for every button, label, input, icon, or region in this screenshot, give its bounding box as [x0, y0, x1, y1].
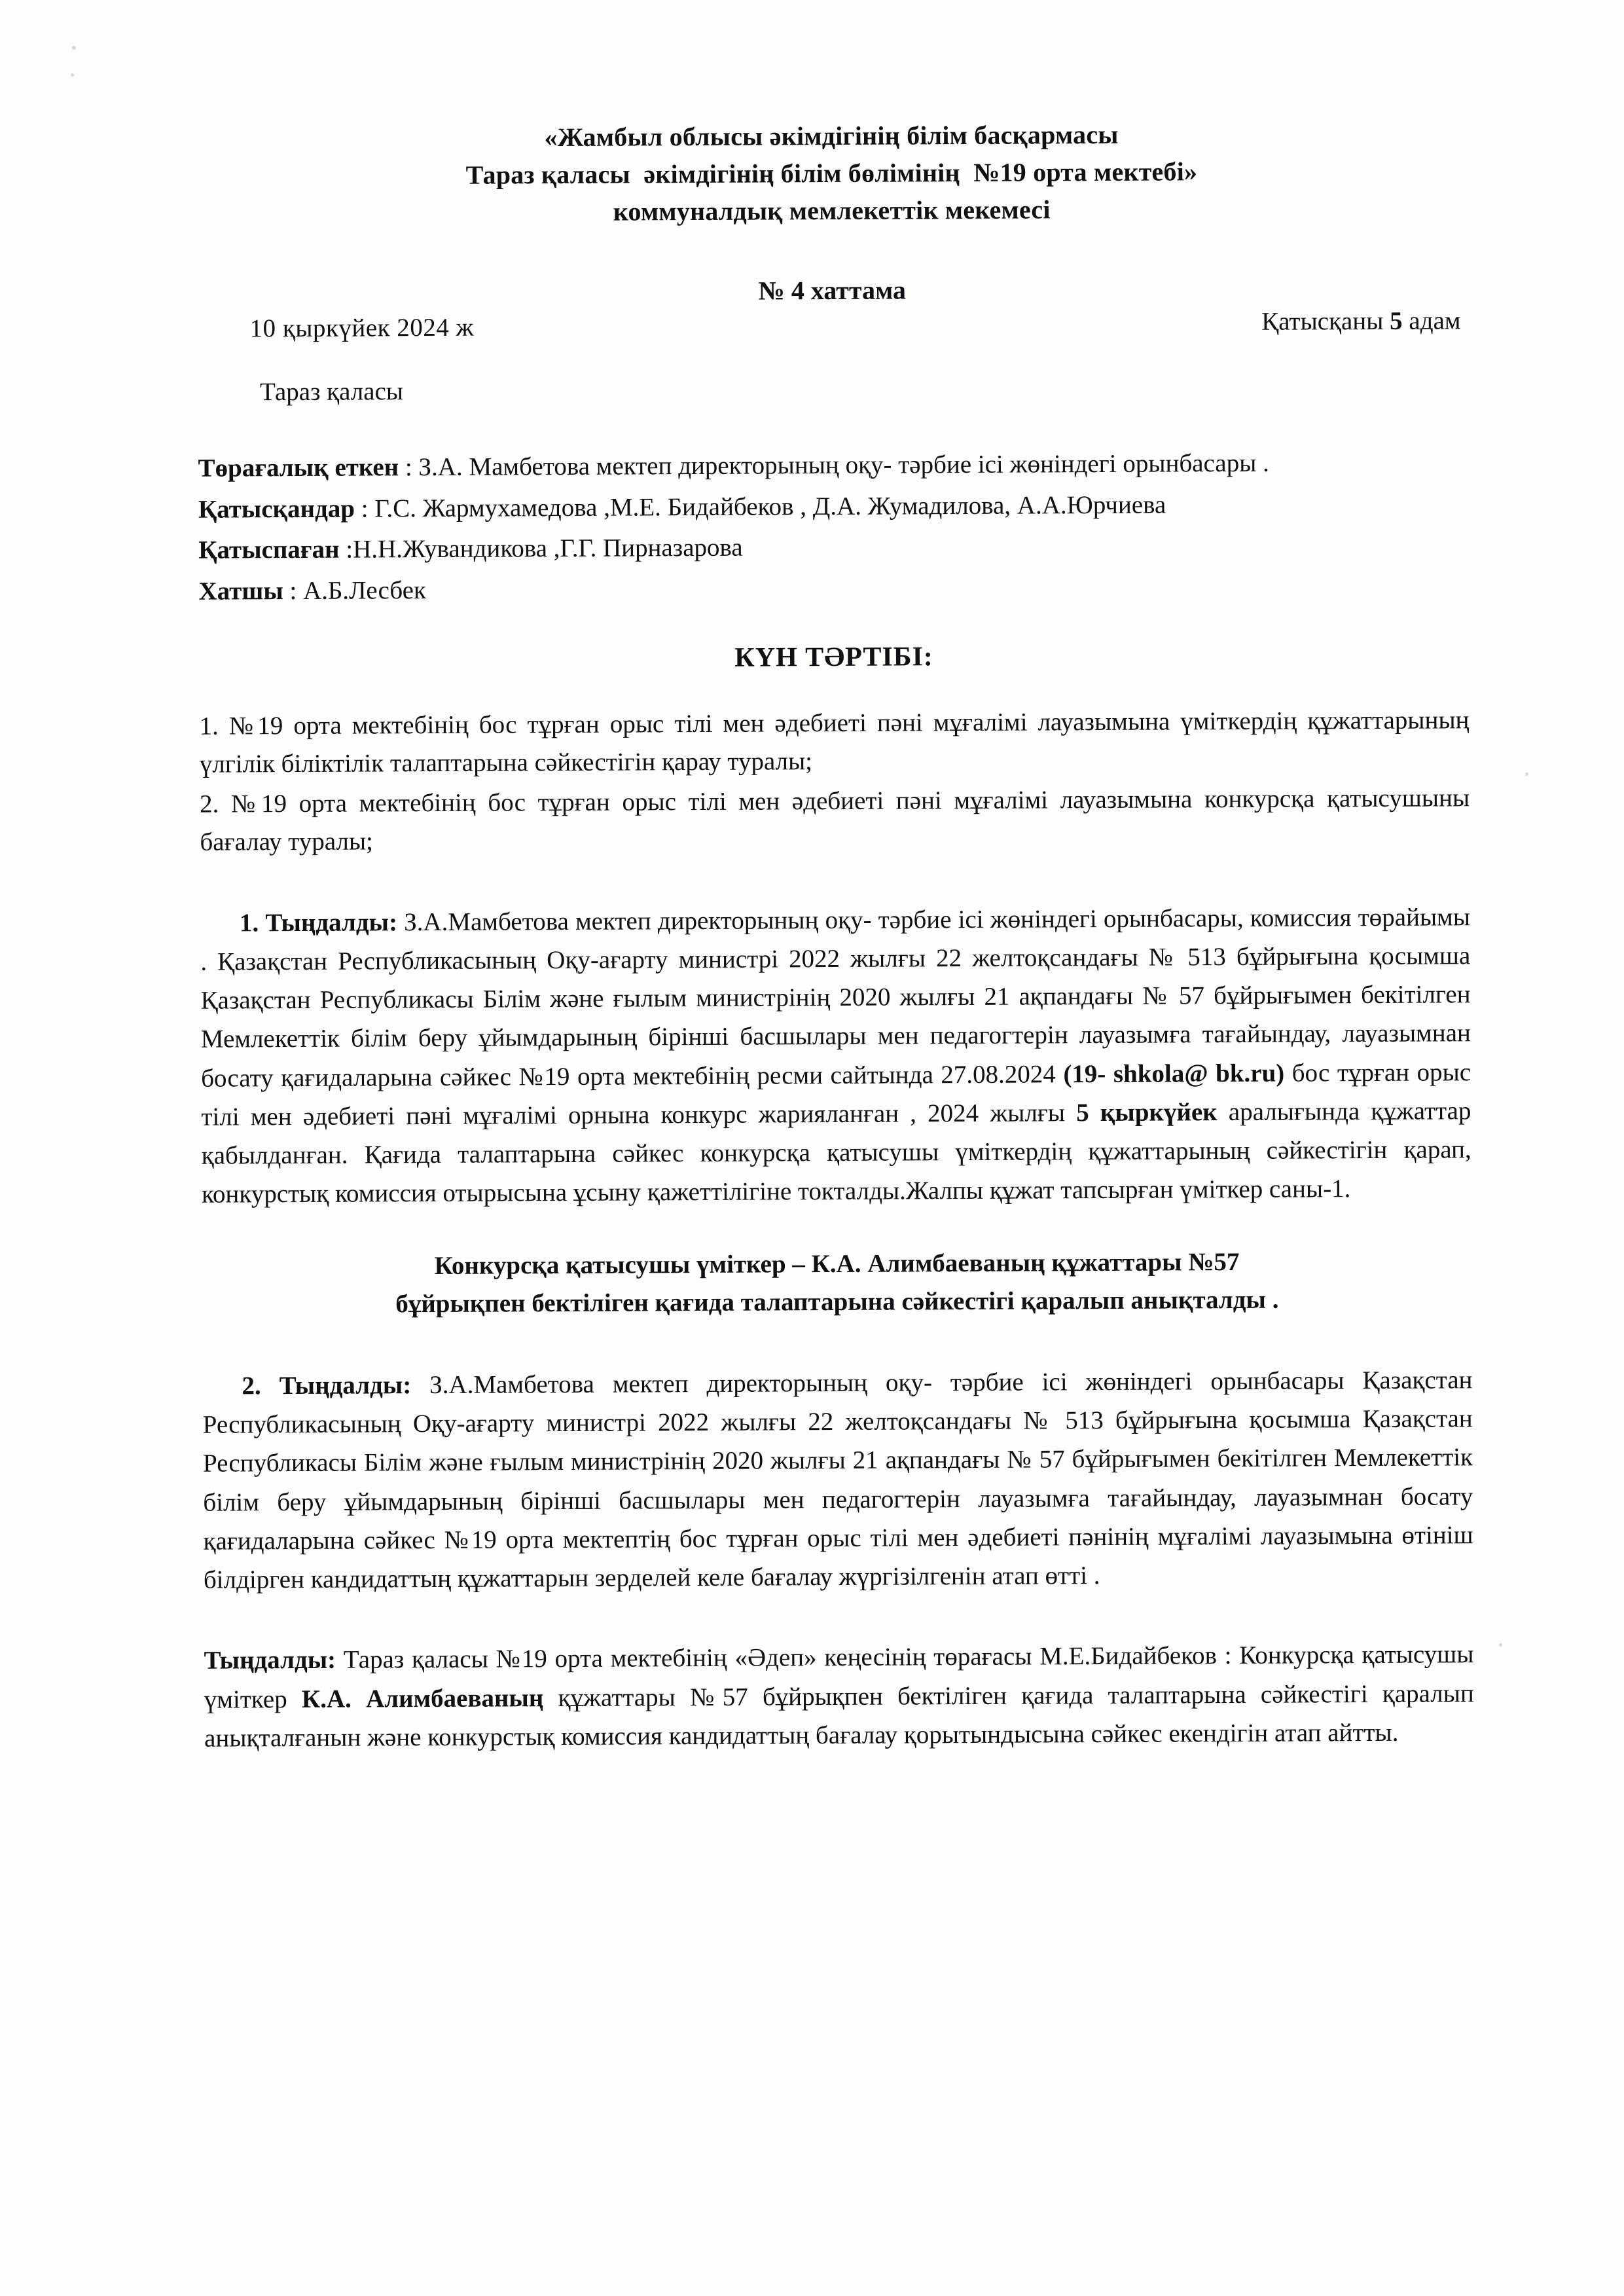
header-line-3: коммуналдық мемлекеттік мекемесі: [613, 194, 1051, 227]
item1-deadline-date: 5 қыркүйек: [1076, 1098, 1218, 1127]
item3-text-part-1: Тараз қаласы №19 орта мектебінің «Әдеп» кеңесінің төрағасы М.Е.Бидайбеков : Конкурсқа қатысушы үміткер: [204, 1640, 1474, 1714]
agenda-list: [199, 701, 1470, 862]
candidate-conclusion-block: [202, 1242, 1472, 1324]
item1-number: 1.: [239, 908, 259, 938]
organization-header: [196, 115, 1467, 232]
secretary-line: [198, 567, 1468, 610]
candidate-conclusion-line-2: бұйрықпен бектіліген қағида талаптарына сәйкестігі қаралып анықталды .: [395, 1285, 1279, 1319]
section-item-2: [202, 1360, 1473, 1599]
item1-text-part-2: бос тұрған орыс тілі мен әдебиеті пәні мұғалімі орнына конкурс жарияланған , 2024 жылғы: [201, 1057, 1471, 1131]
section-item-1: [200, 898, 1471, 1214]
chair-value: : З.А. Мамбетова мектеп директорының оқу- тәрбие ісі жөніндегі орынбасары .: [405, 449, 1269, 482]
attendance-label: Қатысқаны: [1261, 307, 1384, 337]
candidate-conclusion-line-1: Конкурсқа қатысушы үміткер – К.А. Алимбаеваның құжаттары №57: [434, 1247, 1240, 1280]
present-line: [198, 485, 1468, 528]
agenda-item-2: 2. №19 орта мектебінің бос тұрған орыс тілі мен әдебиеті пәні мұғалімі лауазымына конкурсқа қатысушыны бағалау туралы;: [200, 783, 1470, 856]
item2-paragraph: [202, 1360, 1473, 1599]
agenda-item-1: 1. №19 орта мектебінің бос тұрған орыс тілі мен әдебиеті пәні мұғалімі лауазымына үміткердің құжаттарының үлгілік біліктілік талаптарына сәйкестігін қарау туралы;: [199, 705, 1470, 778]
attendance-count: 5: [1390, 307, 1403, 336]
item1-heard-label: Тыңдалды:: [265, 907, 398, 937]
section-item-3: [204, 1635, 1474, 1758]
absent-label: Қатыспаған: [198, 536, 340, 565]
chair-label: Төрағалық еткен: [198, 453, 399, 483]
item3-candidate-name: К.А. Алимбаеваның: [301, 1683, 544, 1713]
present-value: : Г.С. Жармухамедова ,М.Е. Бидайбеков , Д.А. Жумадилова, А.А.Юрчиева: [361, 490, 1166, 523]
agenda-title: КҮН ТӘРТІБІ:: [734, 641, 933, 673]
absent-line: [198, 526, 1468, 570]
item3-text-part-2: құжаттары №57 бұйрықпен бектіліген қағида талаптарына сәйкестігі қаралып анықталғанын және конкурстық комиссия кандидаттың бағалау қорытындысына сәйкес екендігін атап айтты.: [204, 1679, 1474, 1753]
item1-website: (19- shkola@ bk.ru): [1063, 1059, 1285, 1088]
meeting-participants: [198, 445, 1468, 611]
item3-heard-label: Тыңдалды:: [204, 1646, 336, 1675]
item1-paragraph: [200, 898, 1471, 1214]
chair-line: [198, 445, 1468, 488]
absent-value: :Н.Н.Жувандикова ,Г.Г. Пирназарова: [346, 534, 743, 564]
city-line: Тараз қаласы: [259, 377, 404, 407]
item1-text-part-1: З.А.Мамбетова мектеп директорының оқу- тәрбие ісі жөніндегі орынбасары, комиссия төрайымы . Қазақстан Республикасының Оқу-ағарту министрі 2022 жылғы 22 желтоқсандағы № 513 бұйрығына қосымша Қазақстан Республикасы Білім және ғылым министрінің 2020 жылғы 21 ақпандағы № 57 бұйрығымен бекітілген Мемлекеттік білім беру ұйымдарының бірінші басшылары мен педагогтерін лауазымға тағайындау, лауазымнан босату қағидаларына сәйкес №19 орта мектебінің ресми сайтында 27.08.2024: [200, 902, 1471, 1093]
scan-artifact: [1499, 1643, 1502, 1647]
attendance-unit: адам: [1409, 306, 1461, 336]
item1-text-part-3: аралығында құжаттар қабылданған. Қағида талаптарына сәйкес конкурсқа қатысушы үміткердің құжаттарының сәйкестігін қарап, конкурстық комиссия отырысына ұсыну қажеттілігіне токталды.Жалпы құжат тапсырған үміткер саны-1.: [201, 1097, 1471, 1209]
secretary-label: Хатшы: [198, 577, 283, 606]
secretary-value: : А.Б.Лесбек: [289, 576, 427, 606]
scan-artifact: [71, 73, 74, 77]
protocol-header-row: [197, 272, 1468, 350]
item2-number: 2.: [242, 1371, 261, 1400]
item3-paragraph: [204, 1635, 1474, 1758]
attendance-line: [1261, 306, 1461, 337]
item2-heard-label: Тыңдалды:: [279, 1370, 412, 1400]
header-line-1: «Жамбыл облысы әкімдігінің білім басқармасы: [544, 119, 1119, 153]
present-label: Қатысқандар: [198, 494, 355, 524]
document-body: [196, 115, 1474, 1760]
scan-artifact: [1525, 773, 1528, 776]
protocol-number: № 4 хаттама: [758, 275, 907, 306]
header-line-2: Тараз қаласы әкімдігінің білім бөлімінің №19 орта мектебі»: [465, 156, 1198, 190]
scan-artifact: [72, 46, 76, 50]
protocol-date: 10 қыркүйек 2024 ж: [249, 314, 475, 343]
item2-text: З.А.Мамбетова мектеп директорының оқу- тәрбие ісі жөніндегі орынбасары Қазақстан Республикасының Оқу-ағарту министрі 2022 жылғы 22 желтоқсандағы № 513 бұйрығына қосымша Қазақстан Республикасы Білім және ғылым министрінің 2020 жылғы 21 ақпандағы № 57 бұйрығымен бекітілген Мемлекеттік білім беру ұйымдарының бірінші басшылары мен педагогтерін лауазымға тағайындау, лауазымнан босату қағидаларына сәйкес №19 орта мектептің бос тұрған орыс тілі мен әдебиеті пәнінің мұғалімі лауазымына өтініш білдірген кандидаттың құжаттарын зерделей келе бағалау жүргізілгенін атап өтті .: [202, 1365, 1473, 1594]
